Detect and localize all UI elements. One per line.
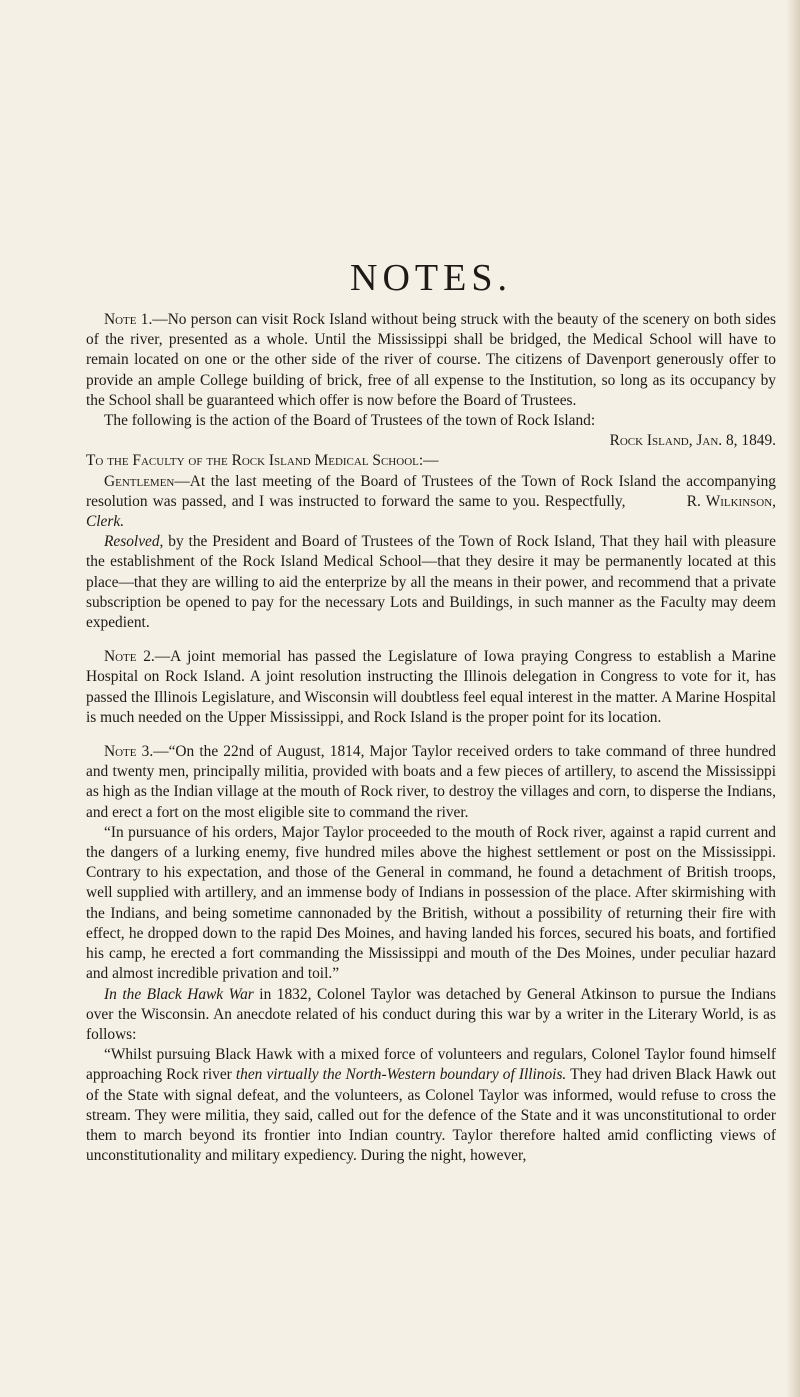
letter-body: Gentlemen—At the last meeting of the Board of Trustees of the Town of Rock Island the accompanying resolution was passed, and I was instructed to forward the same to you. Respectfully, R. Wilkinson, Clerk. bbox=[86, 472, 777, 531]
note-3-anecdote: “Whilst pursuing Black Hawk with a mixed force of volunteers and regulars, Colonel Taylor found himself approaching Rock river then virtually the North-Western boundary of Illinois. They had driven Black Hawk out of the State with signal defeat, and the volunteers, as Colonel Taylor was informed, would refuse to cross the stream. They were militia, they said, called out for the defence of the State and it was unconstitutional to order them to march beyond its frontier into Indian country. Taylor therefore halted amid conflicting views of unconstitutionality and military expediency. During the night, however, bbox=[86, 1046, 776, 1165]
note-2-text: —A joint memorial has passed the Legislature of Iowa praying Congress to establish a Marine Hospital on Rock Island. A joint resolution instructing the Illinois delegation in Congress to vote for it, has passed the Illinois Legislature, and Wisconsin will doubtless feel equal interest in the matter. A Marine Hospital is much needed on the Upper Mississippi, and Rock Island is the proper point for its location. bbox=[86, 648, 776, 726]
letter-signer: R. Wilkinson, bbox=[686, 492, 777, 510]
note-1-board-action: The following is the action of the Board of Trustees of the town of Rock Island: bbox=[104, 412, 596, 430]
note-3-black-hawk-war: In the Black Hawk War in 1832, Colonel Taylor was detached by General Atkinson to pursue the Indians over the Wisconsin. An anecdote related of his conduct during this war by a writer in the Literary World, is as follows: bbox=[86, 985, 777, 1043]
note-1-label: Note 1. bbox=[104, 311, 153, 328]
letter-dateline: Rock Island, Jan. 8, 1849. bbox=[609, 432, 776, 450]
note-3-label: Note 3. bbox=[104, 743, 154, 761]
resolution: Resolved, by the President and Board of Trustees of the Town of Rock Island, That they hail with pleasure the establishment of the Rock Island Medical School—that they desire it may be permanently located at this place—that they are willing to aid the enterprize by all the means in their power, and recommend that a private subscription be opened to pay for the necessary Lots and Buildings, in such manner as the Faculty may deem expedient. bbox=[86, 533, 776, 632]
notes-content bbox=[86, 256, 776, 1166]
letter-salutation: Gentlemen bbox=[104, 472, 175, 490]
note-3-paragraph bbox=[86, 742, 776, 823]
page-title: NOTES. bbox=[350, 257, 512, 299]
note-2-paragraph bbox=[86, 647, 776, 728]
page-edge-shadow bbox=[786, 0, 800, 1397]
note-2-label: Note 2. bbox=[104, 648, 155, 666]
letter-signer-title: Clerk. bbox=[86, 513, 125, 531]
note-3-text: —“On the 22nd of August, 1814, Major Taylor received orders to take command of three hundred and twenty men, principally militia, provided with boats and a few pieces of artillery, to ascend the Mississippi as high as the Indian village at the mouth of Rock river, to destroy the villages and corn, to disperse the Indians, and erect a fort on the most eligible site to command the river. bbox=[86, 743, 776, 821]
resolution-label: Resolved, bbox=[104, 533, 164, 551]
note-1-text: —No person can visit Rock Island without being struck with the beauty of the scenery on both sides of the river, presented as a whole. Until the Mississippi shall be bridged, the Medical School will have to remain located on one or the other side of the river of course. The citizens of Davenport generously offer to provide an ample College building of brick, free of all expense to the Institution, so long as its occupancy by the School shall be guaranteed which offer is now before the Board of Trustees. bbox=[86, 311, 776, 409]
note-1-paragraph bbox=[86, 310, 776, 411]
note-3-taylor-pursuance: “In pursuance of his orders, Major Taylor proceeded to the mouth of Rock river, against a rapid current and the dangers of a lurking enemy, five hundred miles above the highest settlement or post on the Mississippi. Contrary to his expectation, and those of the General in command, he found a detachment of British troops, well supplied with artillery, and an immense body of Indians in possession of the place. After skirmishing with the Indians, and being sometime cannonaded by the British, without a possibility of returning their fire with effect, he dropped down to the rapid Des Moines, and having landed his forces, secured his boats, and fortified his camp, he erected a fort commanding the Mississippi and mouth of the Des Moines, under peculiar hazard and almost incredible privation and toil.” bbox=[86, 823, 776, 983]
letter-addressee: To the Faculty of the Rock Island Medical School:— bbox=[86, 452, 439, 470]
